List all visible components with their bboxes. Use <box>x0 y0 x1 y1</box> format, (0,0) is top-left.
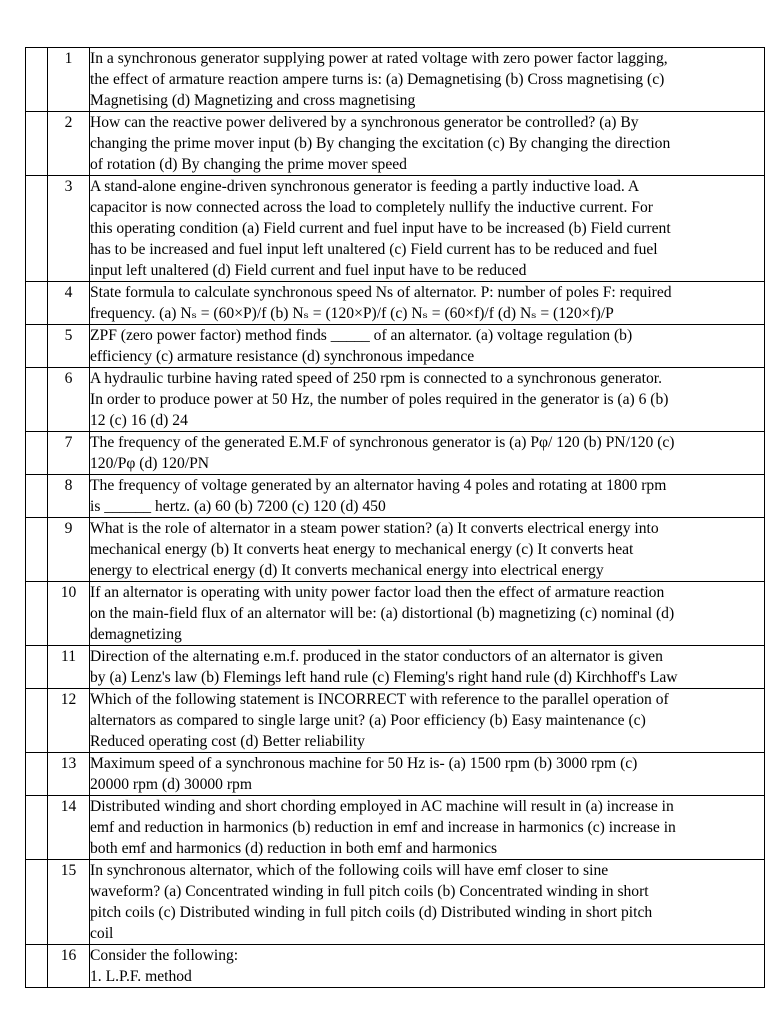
question-text-line: frequency. (a) Nₛ = (60×P)/f (b) Nₛ = (120×P)/f (c) Nₛ = (60×f)/f (d) Nₛ = (120×f)/P <box>90 305 614 322</box>
question-number: 5 <box>48 325 90 368</box>
question-text-line: input left unaltered (d) Field current and fuel input have to be reduced <box>90 262 527 279</box>
question-row <box>26 753 765 796</box>
question-text-line: Direction of the alternating e.m.f. produced in the stator conductors of an alternator is given <box>90 648 663 665</box>
question-number: 2 <box>48 112 90 176</box>
margin-cell <box>26 753 48 796</box>
question-text-line: Which of the following statement is INCORRECT with reference to the parallel operation of <box>90 691 669 708</box>
question-text <box>90 753 765 796</box>
margin-cell <box>26 325 48 368</box>
margin-cell <box>26 945 48 988</box>
question-text-line: The frequency of voltage generated by an alternator having 4 poles and rotating at 1800 rpm <box>90 477 667 494</box>
question-text <box>90 860 765 945</box>
margin-cell <box>26 646 48 689</box>
margin-cell <box>26 282 48 325</box>
question-number: 10 <box>48 582 90 646</box>
question-text <box>90 432 765 475</box>
question-text-line: If an alternator is operating with unity power factor load then the effect of armature reaction <box>90 584 665 601</box>
question-text-line: changing the prime mover input (b) By changing the excitation (c) By changing the direction <box>90 135 671 152</box>
question-text-line: A stand-alone engine-driven synchronous generator is feeding a partly inductive load. A <box>90 178 640 195</box>
question-text-line: In synchronous alternator, which of the following coils will have emf closer to sine <box>90 862 609 879</box>
question-text-line: What is the role of alternator in a steam power station? (a) It converts electrical energy into <box>90 520 659 537</box>
question-text-line: waveform? (a) Concentrated winding in full pitch coils (b) Concentrated winding in short <box>90 883 649 900</box>
margin-cell <box>26 432 48 475</box>
question-text-line: mechanical energy (b) It converts heat energy to mechanical energy (c) It converts heat <box>90 541 634 558</box>
question-text-line: efficiency (c) armature resistance (d) synchronous impedance <box>90 348 475 365</box>
question-row <box>26 945 765 988</box>
question-number: 13 <box>48 753 90 796</box>
question-row <box>26 582 765 646</box>
question-number: 11 <box>48 646 90 689</box>
question-text-line: coil <box>90 925 114 942</box>
margin-cell <box>26 582 48 646</box>
question-text-line: by (a) Lenz's law (b) Flemings left hand rule (c) Fleming's right hand rule (d) Kirchhoff's Law <box>90 669 678 686</box>
margin-cell <box>26 368 48 432</box>
question-number: 15 <box>48 860 90 945</box>
question-text-line: Distributed winding and short chording employed in AC machine will result in (a) increase in <box>90 798 674 815</box>
question-row <box>26 112 765 176</box>
question-number: 14 <box>48 796 90 860</box>
document-page <box>25 47 764 988</box>
question-row <box>26 646 765 689</box>
question-text <box>90 176 765 282</box>
question-table <box>25 47 765 988</box>
question-text-line: emf and reduction in harmonics (b) reduction in emf and increase in harmonics (c) increase in <box>90 819 676 836</box>
question-row <box>26 475 765 518</box>
question-text-line: Maximum speed of a synchronous machine for 50 Hz is- (a) 1500 rpm (b) 3000 rpm (c) <box>90 755 638 772</box>
question-text <box>90 112 765 176</box>
question-text <box>90 518 765 582</box>
question-text <box>90 48 765 112</box>
question-number: 1 <box>48 48 90 112</box>
question-text-line: ZPF (zero power factor) method finds _____ of an alternator. (a) voltage regulation (b) <box>90 327 633 344</box>
question-number: 6 <box>48 368 90 432</box>
question-text <box>90 282 765 325</box>
margin-cell <box>26 689 48 753</box>
question-row <box>26 860 765 945</box>
question-text <box>90 325 765 368</box>
question-text-line: 120/Pφ (d) 120/PN <box>90 455 210 472</box>
question-text-line: Reduced operating cost (d) Better reliability <box>90 733 365 750</box>
question-row <box>26 282 765 325</box>
question-text-line: is ______ hertz. (a) 60 (b) 7200 (c) 120 (d) 450 <box>90 498 386 515</box>
question-number: 9 <box>48 518 90 582</box>
question-text-line: capacitor is now connected across the load to completely nullify the inductive current. For <box>90 199 653 216</box>
question-table-body <box>26 48 765 988</box>
question-text <box>90 582 765 646</box>
margin-cell <box>26 860 48 945</box>
question-text-line: A hydraulic turbine having rated speed of 250 rpm is connected to a synchronous generator. <box>90 370 663 387</box>
question-number: 12 <box>48 689 90 753</box>
question-text-line: both emf and harmonics (d) reduction in both emf and harmonics <box>90 840 498 857</box>
question-text <box>90 689 765 753</box>
question-text-line: alternators as compared to single large unit? (a) Poor efficiency (b) Easy maintenance (c) <box>90 712 646 729</box>
question-text-line: Magnetising (d) Magnetizing and cross magnetising <box>90 92 416 109</box>
question-text-line: energy to electrical energy (d) It converts mechanical energy into electrical energy <box>90 562 604 579</box>
question-text-line: pitch coils (c) Distributed winding in full pitch coils (d) Distributed winding in short pitch <box>90 904 653 921</box>
question-number: 3 <box>48 176 90 282</box>
question-text-line: How can the reactive power delivered by a synchronous generator be controlled? (a) By <box>90 114 639 131</box>
question-text <box>90 646 765 689</box>
question-text-line: the effect of armature reaction ampere turns is: (a) Demagnetising (b) Cross magnetising (c) <box>90 71 665 88</box>
question-text-line: In a synchronous generator supplying power at rated voltage with zero power factor lagging, <box>90 50 668 67</box>
question-text <box>90 796 765 860</box>
question-number: 8 <box>48 475 90 518</box>
question-text-line: has to be increased and fuel input left unaltered (c) Field current has to be reduced and fuel <box>90 241 658 258</box>
question-row <box>26 689 765 753</box>
question-row <box>26 432 765 475</box>
question-row <box>26 796 765 860</box>
margin-cell <box>26 518 48 582</box>
question-row <box>26 325 765 368</box>
margin-cell <box>26 112 48 176</box>
question-text-line: In order to produce power at 50 Hz, the number of poles required in the generator is (a) 6 (b) <box>90 391 669 408</box>
question-text-line: 12 (c) 16 (d) 24 <box>90 412 188 429</box>
question-row <box>26 48 765 112</box>
margin-cell <box>26 176 48 282</box>
question-text-line: 1. L.P.F. method <box>90 968 192 985</box>
question-text-line: State formula to calculate synchronous speed Ns of alternator. P: number of poles F: required <box>90 284 672 301</box>
question-number: 7 <box>48 432 90 475</box>
question-text <box>90 475 765 518</box>
question-number: 4 <box>48 282 90 325</box>
question-text-line: 20000 rpm (d) 30000 rpm <box>90 776 252 793</box>
margin-cell <box>26 48 48 112</box>
question-text <box>90 945 765 988</box>
margin-cell <box>26 796 48 860</box>
question-text <box>90 368 765 432</box>
question-row <box>26 176 765 282</box>
question-text-line: demagnetizing <box>90 626 182 643</box>
question-text-line: Consider the following: <box>90 947 239 964</box>
question-row <box>26 518 765 582</box>
question-text-line: The frequency of the generated E.M.F of synchronous generator is (a) Pφ/ 120 (b) PN/120 (c) <box>90 434 675 451</box>
question-text-line: on the main-field flux of an alternator will be: (a) distortional (b) magnetizing (c) nominal (d) <box>90 605 675 622</box>
question-row <box>26 368 765 432</box>
question-text-line: this operating condition (a) Field current and fuel input have to be increased (b) Field current <box>90 220 671 237</box>
question-number: 16 <box>48 945 90 988</box>
margin-cell <box>26 475 48 518</box>
question-text-line: of rotation (d) By changing the prime mover speed <box>90 156 407 173</box>
